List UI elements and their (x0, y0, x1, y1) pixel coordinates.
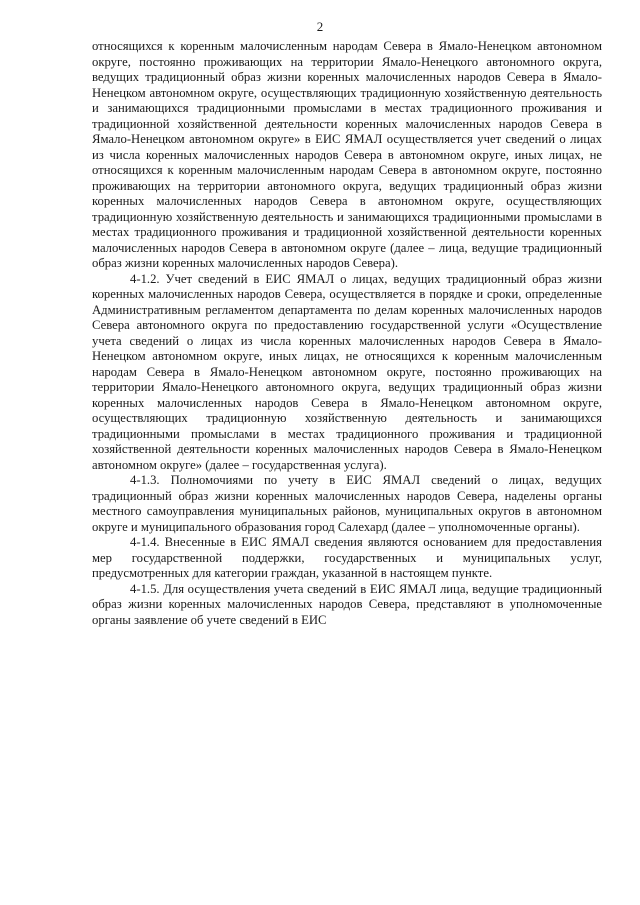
document-body (92, 39, 602, 628)
paragraph-4-1-5: 4-1.5. Для осуществления учета сведений в ЕИС ЯМАЛ лица, ведущие традиционный образ жизни коренных малочисленных народов Севера, представляют в уполномоченные органы заявление об учете сведений в ЕИС (92, 581, 602, 627)
paragraph-4-1-2: 4-1.2. Учет сведений в ЕИС ЯМАЛ о лицах, ведущих традиционный образ жизни коренных малочисленных народов Севера, осуществляется в порядке и сроки, определенные Административным регламентом департамента по делам коренных малочисленных народов Севера автономного округа по предоставлению государственной услуги «Осуществление учета сведений о лицах из числа коренных малочисленных народов Севера в Ямало-Ненецком автономном округе, иных лицах, не относящихся к коренным малочисленным народам Севера в Ямало-Ненецком автономном округе, постоянно проживающих на территории Ямало-Ненецкого автономного округа, ведущих традиционный образ жизни коренных малочисленных народов Севера в Ямало-Ненецком автономном округе, осуществляющих традиционную хозяйственную деятельность и занимающихся традиционными промыслами в местах традиционного проживания и традиционной хозяйственной деятельности коренных малочисленных народов Севера в Ямало-Ненецком автономном округе» (далее – государственная услуга). (92, 271, 602, 472)
page-number: 2 (316, 19, 324, 34)
paragraph-4-1-4: 4-1.4. Внесенные в ЕИС ЯМАЛ сведения являются основанием для предоставления мер государственной поддержки, государственных и муниципальных услуг, предусмотренных для категории граждан, указанной в настоящем пункте. (92, 535, 602, 580)
paragraph-continuation: относящихся к коренным малочисленным народам Севера в Ямало-Ненецком автономном округе, постоянно проживающих на территории Ямало-Ненецкого автономного округа, ведущих традиционный образ жизни коренных малочисленных народов Севера в Ямало-Ненецком автономном округе, осуществляющих традиционную хозяйственную деятельность и занимающихся традиционными промыслами в местах традиционного проживания и традиционной хозяйственной деятельности коренных малочисленных народов Севера в Ямало-Ненецком автономном округе» в ЕИС ЯМАЛ осуществляется учет сведений о лицах из числа коренных малочисленных народов Севера в автономном округе, иных лицах, не относящихся к коренным малочисленным народам Севера в автономном округе, постоянно проживающих на территории автономного округа, ведущих традиционный образ жизни коренных малочисленных народов Севера в автономном округе, осуществляющих традиционную хозяйственную деятельность и занимающихся традиционными промыслами в местах традиционного проживания и традиционной хозяйственной деятельности коренных малочисленных народов Севера в автономном округе (далее – лица, ведущие традиционный образ жизни коренных малочисленных народов Севера). (92, 39, 602, 270)
paragraph-4-1-3: 4-1.3. Полномочиями по учету в ЕИС ЯМАЛ сведений о лицах, ведущих традиционный образ жизни коренных малочисленных народов Севера, наделены органы местного самоуправления муниципальных районов, муниципальных округов в автономном округе и муниципального образования город Салехард (далее – уполномоченные органы). (92, 473, 602, 534)
